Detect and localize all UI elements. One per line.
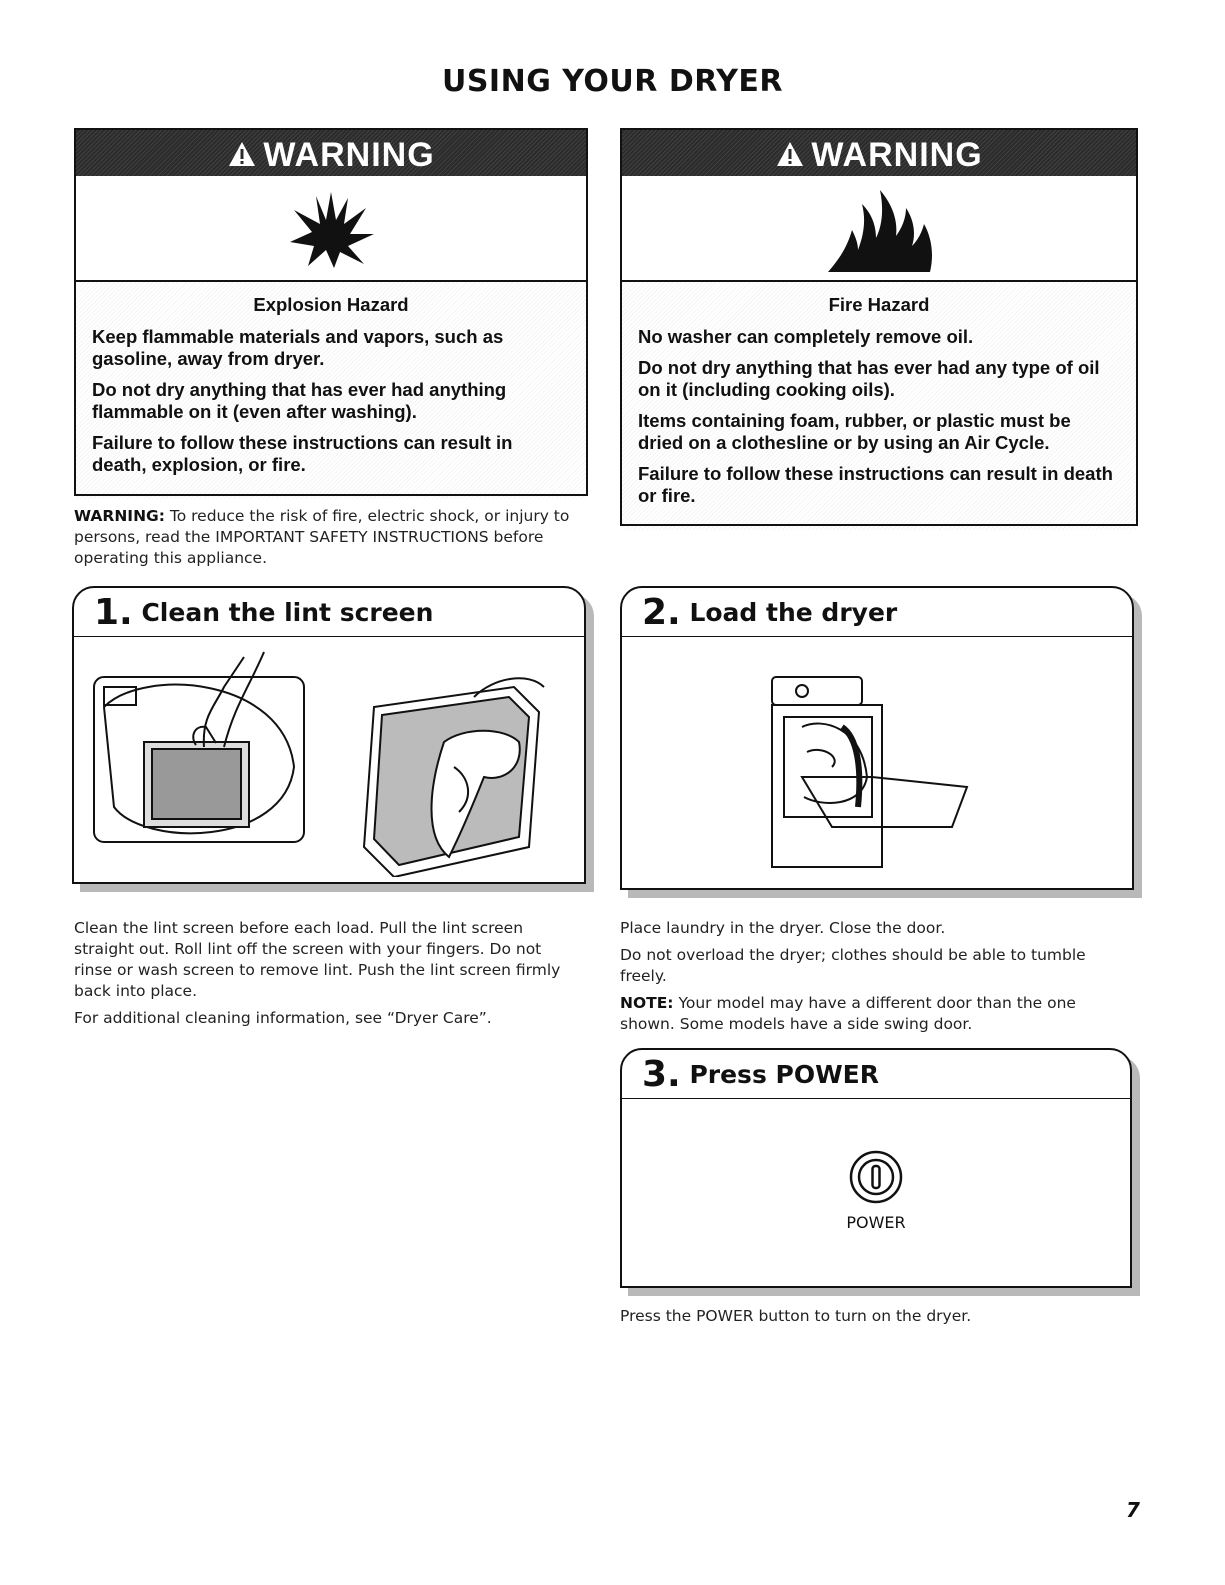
explosion-symbol-area — [76, 176, 586, 282]
power-button-label: POWER — [846, 1213, 906, 1232]
fire-icon — [822, 186, 942, 274]
warning-line: Do not dry anything that has ever had any type of oil on it (including cooking oils). — [638, 357, 1100, 400]
step-3-instructions — [620, 1306, 1120, 1333]
step-number: 2. — [642, 592, 681, 633]
step-header — [74, 588, 584, 637]
warning-line: No washer can completely remove oil. — [638, 326, 974, 347]
step-press-power — [620, 1048, 1132, 1288]
warning-banner-label: WARNING — [811, 136, 983, 174]
warning-line: Failure to follow these instructions can result in death or fire. — [638, 463, 1113, 506]
power-icon — [848, 1149, 904, 1205]
warning-text — [76, 282, 586, 499]
warning-line: Do not dry anything that has ever had anything flammable on it (even after washing). — [92, 379, 507, 422]
step-title: Load the dryer — [689, 598, 898, 627]
page-title: USING YOUR DRYER — [441, 64, 784, 99]
step-load-dryer — [620, 586, 1134, 890]
warning-triangle-icon — [775, 138, 805, 177]
paragraph: Press the POWER button to turn on the dryer. — [620, 1307, 972, 1325]
fire-symbol-area — [622, 176, 1136, 282]
warning-triangle-icon — [227, 138, 257, 177]
paragraph: Clean the lint screen before each load. Pull the lint screen straight out. Roll lint off the screen with your fingers. Do not rinse or wash screen to remove lint. Push the lint screen firmly back into place. — [74, 919, 561, 1000]
warning-banner — [76, 130, 586, 176]
explosion-warning-box — [74, 128, 588, 496]
step-number: 3. — [642, 1054, 681, 1095]
step-clean-lint-screen — [72, 586, 586, 884]
explosion-icon — [286, 190, 376, 270]
note-label: NOTE: — [620, 994, 674, 1012]
step-header — [622, 1050, 1130, 1099]
hazard-title: Explosion Hazard — [253, 294, 409, 315]
page-number: 7 — [1126, 1498, 1140, 1522]
hazard-title: Fire Hazard — [828, 294, 930, 315]
paragraph: Do not overload the dryer; clothes should be able to tumble freely. — [620, 946, 1086, 985]
fire-warning-box — [620, 128, 1138, 526]
dryer-illustration — [762, 667, 982, 877]
step-number: 1. — [94, 592, 133, 633]
warning-text — [622, 282, 1136, 530]
lint-screen-removal-illustration — [84, 647, 564, 877]
power-button — [848, 1149, 904, 1205]
warning-line: Failure to follow these instructions can result in death, explosion, or fire. — [92, 432, 513, 475]
step-header — [622, 588, 1132, 637]
note-text: Your model may have a different door than the one shown. Some models have a side swing door. — [620, 994, 1076, 1033]
paragraph: For additional cleaning information, see “Dryer Care”. — [74, 1009, 492, 1027]
safety-note-label: WARNING: — [74, 507, 165, 525]
paragraph: Place laundry in the dryer. Close the door. — [620, 919, 946, 937]
note-paragraph — [620, 993, 1120, 1035]
step-1-instructions — [74, 918, 582, 1035]
safety-note — [74, 506, 574, 569]
safety-note-text: To reduce the risk of fire, electric shock, or injury to persons, read the IMPORTANT SAFETY INSTRUCTIONS before operating this appliance. — [74, 507, 570, 567]
step-2-instructions — [620, 918, 1120, 1041]
warning-line: Keep flammable materials and vapors, such as gasoline, away from dryer. — [92, 326, 504, 369]
step-title: Clean the lint screen — [141, 598, 434, 627]
warning-line: Items containing foam, rubber, or plastic must be dried on a clothesline or by using an Air Cycle. — [638, 410, 1071, 453]
warning-banner-label: WARNING — [263, 136, 435, 174]
step-title: Press POWER — [689, 1060, 880, 1089]
warning-banner — [622, 130, 1136, 176]
